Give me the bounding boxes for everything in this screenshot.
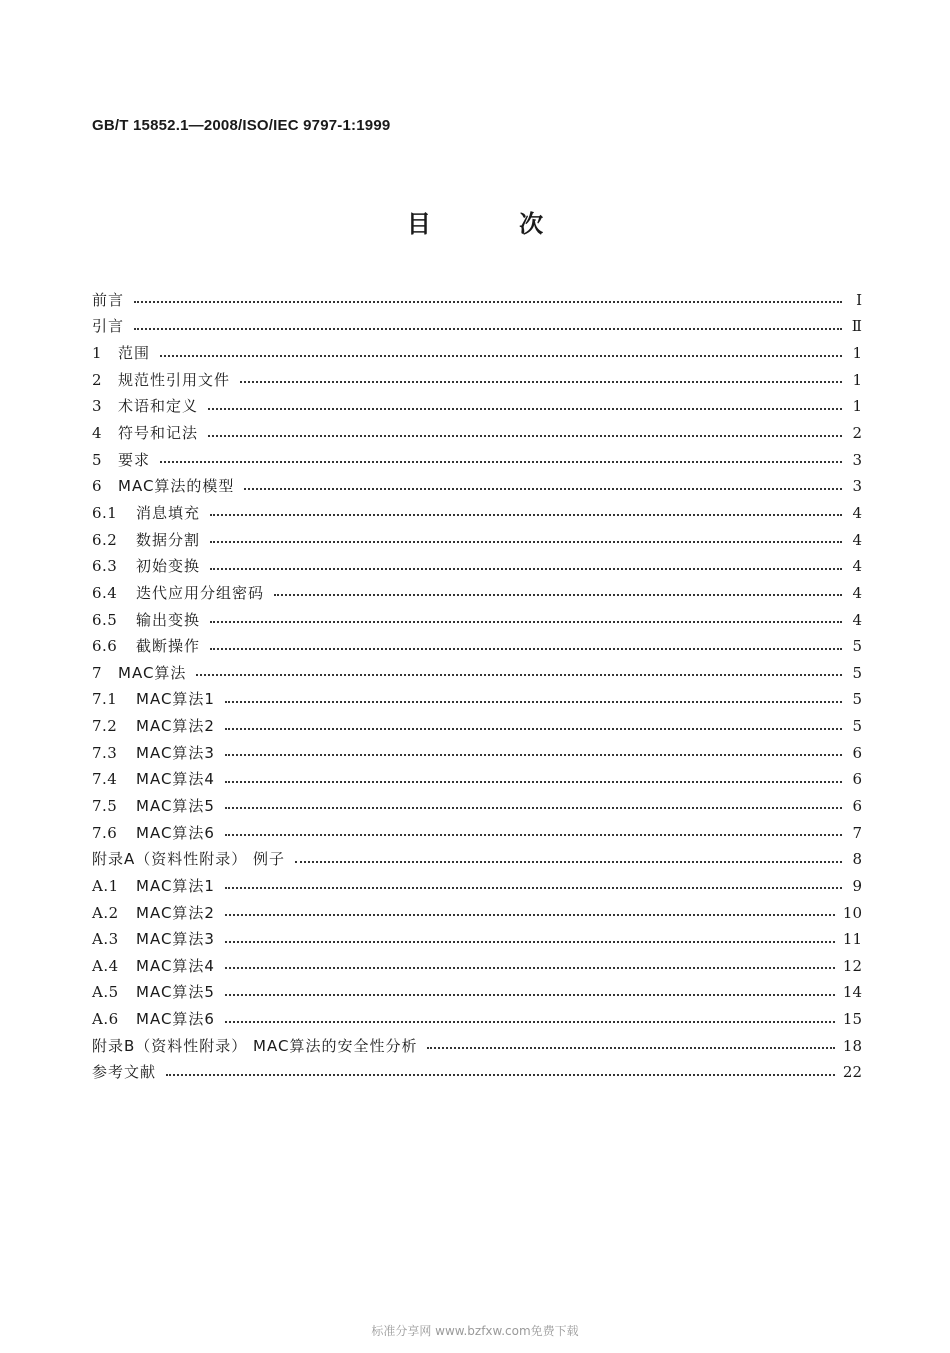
toc-entry-title: 要求 (118, 450, 151, 469)
toc-entry-number: A.3 (92, 930, 119, 949)
toc-entry-label (92, 399, 198, 414)
dot-leader (196, 674, 842, 676)
toc-entry-title: MAC算法1 (136, 690, 215, 709)
dot-leader (244, 488, 842, 490)
toc-entry-title: MAC算法6 (136, 1010, 215, 1029)
toc-entry-title: MAC算法2 (136, 903, 215, 922)
toc-entry-label (92, 1065, 156, 1080)
dot-leader (225, 914, 835, 916)
toc-entry-number: 6 (92, 477, 103, 496)
toc-entry-page: 1 (852, 370, 862, 389)
dot-leader (225, 994, 835, 996)
toc-entry[interactable] (92, 713, 862, 740)
dot-leader (160, 461, 842, 463)
toc-entry-label (92, 346, 150, 361)
toc-entry-label (92, 1012, 215, 1027)
standard-number: GB/T 15852.1—2008/ISO/IEC 9797-1:1999 (92, 117, 391, 134)
toc-entry-label (92, 1036, 418, 1055)
toc-entry-label (92, 932, 215, 947)
toc-entry-page: 5 (852, 663, 862, 682)
toc-entry-number: 1 (92, 344, 103, 363)
toc-entry-label (92, 559, 200, 574)
toc-entry-number: A.2 (92, 903, 119, 922)
toc-entry-page: 4 (852, 530, 862, 549)
toc-entry-number: A.5 (92, 983, 119, 1002)
toc-entry[interactable] (92, 500, 862, 527)
toc-entry[interactable] (92, 340, 862, 367)
toc-entry-page: 2 (852, 424, 862, 443)
toc-entry-page: 5 (852, 637, 862, 656)
toc-entry-title: MAC算法 (118, 663, 187, 682)
toc-entry-label (92, 719, 215, 734)
toc-entry-title: MAC算法2 (136, 717, 215, 736)
dot-leader (274, 594, 842, 596)
toc-entry-title: MAC算法3 (136, 930, 215, 949)
toc-entry-number: 7.6 (92, 823, 118, 842)
toc-entry-title: 符号和记法 (118, 424, 199, 443)
toc-entry[interactable] (92, 420, 862, 447)
toc-entry[interactable] (92, 580, 862, 607)
toc-entry[interactable] (92, 394, 862, 421)
toc-entry-page: 9 (852, 876, 862, 895)
toc-entry[interactable] (92, 527, 862, 554)
toc-entry[interactable] (92, 767, 862, 794)
dot-leader (210, 514, 842, 516)
dot-leader (240, 381, 842, 383)
dot-leader (166, 1074, 835, 1076)
toc-entry-label (92, 479, 234, 494)
page-title: 目 次 (406, 210, 584, 238)
toc-entry-page: 10 (842, 903, 862, 922)
toc-entry-title: MAC算法的模型 (118, 477, 235, 496)
toc-entry-page: 18 (842, 1036, 862, 1055)
toc-entry-page: 8 (852, 850, 862, 869)
toc-entry-page: 4 (852, 583, 862, 602)
toc-entry-title: MAC算法4 (136, 956, 215, 975)
toc-entry-label (92, 663, 187, 682)
toc-entry-page: 5 (852, 717, 862, 736)
toc-entry-number: A.6 (92, 1010, 119, 1029)
toc-entry[interactable] (92, 367, 862, 394)
toc-entry[interactable] (92, 980, 862, 1007)
footer-watermark: 标准分享网 www.bzfxw.com免费下载 (371, 1324, 579, 1338)
toc-entry[interactable] (92, 314, 862, 341)
toc-entry[interactable] (92, 287, 862, 314)
toc-entry-title: 截断操作 (136, 637, 201, 656)
toc-entry-number: 7.5 (92, 796, 118, 815)
toc-entry-title: 前言 (92, 290, 125, 309)
dot-leader (134, 328, 842, 330)
toc-entry-title: 参考文献 (92, 1063, 157, 1082)
dot-leader (210, 568, 842, 570)
toc-entry-title: 数据分割 (136, 530, 201, 549)
toc-entry-page: 6 (852, 796, 862, 815)
toc-entry-label (92, 796, 215, 815)
toc-entry[interactable] (92, 846, 862, 873)
toc-entry[interactable] (92, 926, 862, 953)
toc-entry-title: 附录B（资料性附录） MAC算法的安全性分析 (92, 1036, 418, 1055)
dot-leader (225, 941, 835, 943)
dot-leader (225, 781, 842, 783)
toc-entry-title: 迭代应用分组密码 (136, 583, 265, 602)
toc-entry-number: 5 (92, 450, 103, 469)
toc-entry[interactable] (92, 447, 862, 474)
dot-leader (225, 807, 842, 809)
toc-entry[interactable] (92, 1033, 862, 1060)
toc-entry-page: 6 (852, 743, 862, 762)
toc-entry-page: I (856, 290, 862, 309)
toc-entry-title: 规范性引用文件 (118, 370, 231, 389)
toc-entry-page: 4 (852, 610, 862, 629)
toc-entry-page: 3 (852, 477, 862, 496)
toc-entry[interactable] (92, 740, 862, 767)
toc-entry-page: 5 (852, 690, 862, 709)
toc-entry-label (92, 743, 215, 762)
toc-entry-label (92, 530, 201, 549)
toc-entry-label (92, 583, 265, 602)
toc-entry[interactable] (92, 633, 862, 660)
toc-entry-label (92, 903, 215, 922)
toc-entry-page: 4 (852, 503, 862, 522)
toc-entry[interactable] (92, 953, 862, 980)
dot-leader (225, 1021, 835, 1023)
dot-leader (225, 728, 842, 730)
toc-entry-number: 4 (92, 424, 103, 443)
toc-entry-label (92, 319, 124, 334)
toc-entry-number: 6.3 (92, 557, 118, 576)
toc-entry-page: 22 (842, 1063, 862, 1082)
toc-entry-label (92, 503, 201, 522)
toc-entry-number: 7.3 (92, 743, 118, 762)
toc-entry[interactable] (92, 607, 862, 634)
toc-entry-page: 11 (842, 930, 862, 949)
toc-entry[interactable] (92, 660, 862, 687)
toc-entry-number: 6.2 (92, 530, 118, 549)
toc-entry[interactable] (92, 473, 862, 500)
dot-leader (208, 408, 842, 410)
toc-entry-title: 消息填充 (136, 503, 201, 522)
dot-leader (427, 1047, 834, 1049)
toc-entry-label (92, 956, 215, 975)
toc-entry-page: 12 (842, 956, 862, 975)
toc-entry-label (92, 610, 201, 629)
toc-entry-label (92, 852, 285, 867)
dot-leader (210, 541, 842, 543)
dot-leader (225, 967, 835, 969)
dot-leader (134, 301, 842, 303)
toc-entry-page: Ⅱ (851, 317, 862, 336)
dot-leader (225, 754, 842, 756)
toc-entry[interactable] (92, 553, 862, 580)
toc-entry-title: 术语和定义 (118, 397, 199, 416)
toc-entry-label (92, 290, 125, 309)
dot-leader (225, 701, 842, 703)
toc-entry-number: 2 (92, 370, 103, 389)
toc-entry-page: 15 (842, 1010, 862, 1029)
toc-entry[interactable] (92, 1006, 862, 1033)
toc-entry[interactable] (92, 900, 862, 927)
toc-entry-number: 6.6 (92, 637, 118, 656)
toc-entry-page: 6 (852, 770, 862, 789)
toc-entry-label (92, 985, 215, 1000)
toc-entry-number: 7.2 (92, 717, 118, 736)
toc-entry[interactable] (92, 873, 862, 900)
dot-leader (225, 834, 842, 836)
dot-leader (225, 887, 842, 889)
toc-entry-title: MAC算法5 (136, 983, 215, 1002)
toc-entry-number: 6.4 (92, 583, 118, 602)
toc-entry-number: A.1 (92, 876, 119, 895)
table-of-contents (92, 287, 862, 1086)
toc-entry-label (92, 876, 215, 895)
toc-entry-page: 1 (852, 344, 862, 363)
toc-entry-title: MAC算法5 (136, 796, 215, 815)
toc-entry-page: 3 (852, 450, 862, 469)
toc-entry-label (92, 639, 200, 654)
toc-entry[interactable] (92, 793, 862, 820)
toc-entry-page: 1 (852, 397, 862, 416)
toc-entry-title: 附录A（资料性附录） 例子 (92, 850, 286, 869)
toc-entry-label (92, 370, 231, 389)
toc-entry-number: 7 (92, 663, 103, 682)
toc-entry-title: 输出变换 (136, 610, 201, 629)
toc-entry-label (92, 692, 215, 707)
toc-entry-title: 范围 (118, 344, 151, 363)
toc-entry-number: 7.4 (92, 770, 118, 789)
toc-entry-title: MAC算法6 (136, 823, 215, 842)
toc-entry-label (92, 772, 215, 787)
dot-leader (295, 861, 842, 863)
toc-entry-label (92, 450, 151, 469)
toc-entry-number: 6.5 (92, 610, 118, 629)
dot-leader (160, 355, 842, 357)
toc-entry-page: 7 (852, 823, 862, 842)
toc-entry-page: 14 (842, 983, 862, 1002)
toc-entry-number: 3 (92, 397, 103, 416)
toc-entry[interactable] (92, 1060, 862, 1087)
toc-entry[interactable] (92, 687, 862, 714)
toc-entry-label (92, 823, 215, 842)
dot-leader (208, 435, 842, 437)
dot-leader (210, 621, 842, 623)
toc-entry-title: MAC算法3 (136, 743, 215, 762)
toc-entry-number: 6.1 (92, 503, 118, 522)
toc-entry-page: 4 (852, 557, 862, 576)
toc-entry-title: 引言 (92, 317, 125, 336)
toc-entry-title: MAC算法1 (136, 876, 215, 895)
toc-entry-title: 初始变换 (136, 557, 201, 576)
toc-entry-title: MAC算法4 (136, 770, 215, 789)
toc-entry-number: A.4 (92, 956, 119, 975)
toc-entry[interactable] (92, 820, 862, 847)
dot-leader (210, 648, 842, 650)
toc-entry-number: 7.1 (92, 690, 118, 709)
toc-entry-label (92, 426, 198, 441)
